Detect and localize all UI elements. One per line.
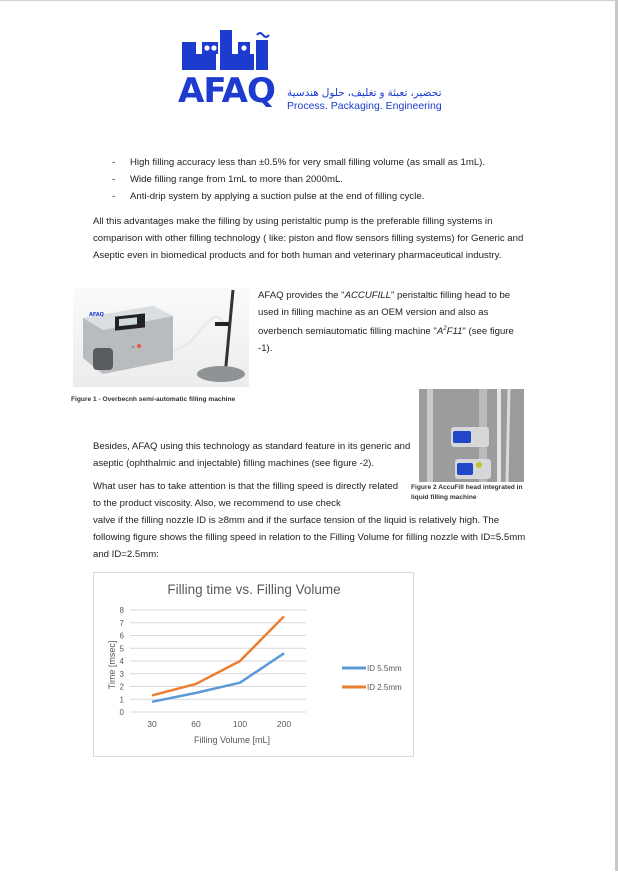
text-segment: " peristaltic filling head to be used in filling machine as an OEM version and also as overbench semiautomatic filling machine ": [258, 290, 511, 338]
paragraph-besides: Besides, AFAQ using this technology as standard feature in its generic and aseptic (ophthalmic and injectable) filling machines (see figure -2).: [93, 441, 411, 469]
x-axis-label: Filling Volume [mL]: [193, 735, 271, 745]
filling-time-chart: [93, 572, 414, 757]
legend-label: ID 5.5mm: [367, 664, 402, 673]
series-line-id-2-5mm: [152, 616, 284, 695]
y-tick-label: 5: [119, 644, 124, 654]
product-name-accufill: ACCUFILL: [344, 290, 391, 301]
x-tick-label: 200: [276, 719, 292, 729]
y-tick-label: 1: [119, 695, 124, 705]
bullet-item: [112, 188, 532, 205]
legend-label: ID 2.5mm: [367, 683, 402, 692]
y-tick-label: 2: [119, 682, 124, 692]
model-name: [437, 326, 463, 337]
paragraph-advantages: All this advantages make the filling by using peristaltic pump is the preferable filling systems in comparison with other filling technology ( like: piston and flow sensors filling systems) for Generic and Aseptic even in biomedical products and for both human and veterinary pharmaceutical industry.: [93, 216, 524, 261]
model-suffix: F11: [446, 326, 463, 338]
y-tick-label: 6: [119, 631, 124, 641]
text-segment: " (see figure -1).: [258, 326, 514, 355]
bullet-item: [112, 171, 532, 188]
figure-1-image: [73, 288, 249, 387]
x-tick-label: 30: [147, 719, 157, 729]
bullet-text: Wide filling range from 1mL to more than 2000mL.: [130, 174, 343, 185]
model-superscript: 2: [443, 326, 447, 332]
bullet-marker: -: [112, 174, 116, 185]
tagline-english: Process. Packaging. Engineering: [287, 100, 442, 112]
afaq-logo-wordmark: AFAQ: [178, 71, 275, 111]
bullet-marker: -: [112, 191, 116, 202]
paragraph-valve: valve if the filling nozzle ID is ≥8mm and if the surface tension of the liquid is relatively high. The following figure shows the filling speed in relation to the Filling Volume for filling nozzle with ID=5.5mm and ID=2.5mm:: [93, 515, 526, 560]
paragraph-attention: What user has to take attention is that the filling speed is directly related to the product viscosity. Also, we recommend to use check: [93, 481, 399, 509]
feature-bullet-list: [112, 154, 532, 205]
svg-text:AFAQ: AFAQ: [89, 312, 104, 318]
text-segment: AFAQ provides the ": [258, 290, 345, 301]
chart-title: Filling time vs. Filling Volume: [167, 582, 341, 597]
bullet-marker: -: [112, 157, 116, 168]
y-tick-label: 4: [119, 657, 124, 666]
afaq-logo-arabic-mark: [180, 28, 272, 72]
model-letter: A: [436, 326, 444, 338]
y-tick-label: 3: [119, 669, 124, 679]
paragraph-accufill: [258, 287, 520, 357]
y-tick-label: 8: [119, 606, 124, 615]
bullet-text: Anti-drip system by applying a suction pulse at the end of filling cycle.: [130, 191, 425, 202]
y-axis-label: Time [msec]: [107, 640, 117, 690]
figure-1-caption: Figure 1 - Overbecnh semi-automatic filling machine: [71, 396, 236, 403]
figure-2-caption: Figure 2 AccuFill head integrated in liquid filling machine: [411, 484, 523, 501]
figure-2-image: [419, 389, 524, 482]
chart-svg: [94, 573, 413, 756]
x-tick-label: 60: [191, 719, 201, 729]
bullet-text: High filling accuracy less than ±0.5% for very small filling volume (as small as 1mL).: [130, 157, 486, 168]
y-tick-label: 0: [119, 708, 124, 717]
y-tick-label: 7: [119, 618, 124, 628]
bullet-item: [112, 154, 532, 171]
tagline-arabic: تحضير، تعبئة و تغليف، حلول هندسية: [287, 87, 442, 99]
x-tick-label: 100: [232, 719, 248, 729]
